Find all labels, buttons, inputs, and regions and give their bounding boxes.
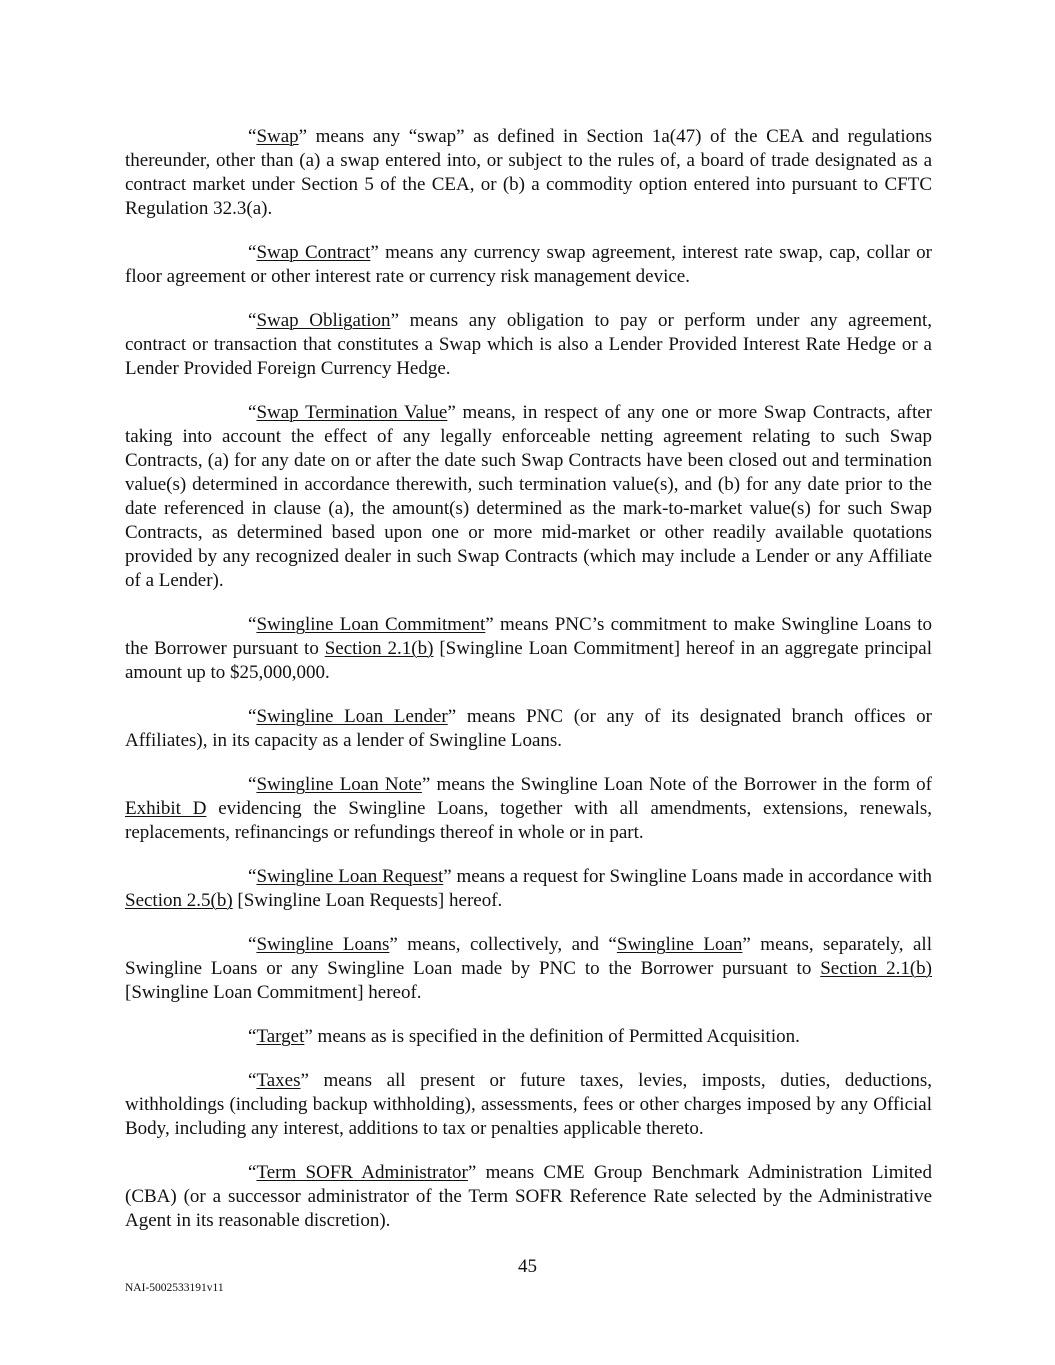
defined-term: Swap Contract xyxy=(256,242,371,263)
paragraph-text: [Swingline Loan Requests] hereof. xyxy=(232,890,503,911)
definition-paragraph xyxy=(125,1025,932,1049)
paragraph-text: ” means all present or future taxes, levies, imposts, duties, deductions, withholdings (including backup withholding), assessments, fees or other charges imposed by any Official Body, including any interest, additions to tax or penalties applicable thereto. xyxy=(125,1070,932,1139)
defined-term: Swap Obligation xyxy=(256,310,391,331)
paragraph-text: “ xyxy=(248,126,257,147)
paragraph-text: ” means any currency swap agreement, interest rate swap, cap, collar or floor agreement or other interest rate or currency risk management device. xyxy=(125,242,932,287)
definition-paragraph xyxy=(125,1161,932,1233)
cross-reference: Section 2.1(b) xyxy=(820,958,932,979)
paragraph-text: “ xyxy=(248,1162,257,1183)
defined-term: Swingline Loan Note xyxy=(256,774,422,795)
defined-term: Swingline Loan Lender xyxy=(256,706,448,727)
paragraph-text: ” means, in respect of any one or more Swap Contracts, after taking into account the effect of any legally enforceable netting agreement relating to such Swap Contracts, (a) for any date on or after the date such Swap Contracts have been closed out and termination value(s) determined in accordance therewith, such termination value(s), and (b) for any date prior to the date referenced in clause (a), the amount(s) determined as the mark-to-market value(s) for such Swap Contracts, as determined based upon one or more mid-market or other readily available quotations provided by any recognized dealer in such Swap Contracts (which may include a Lender or any Affiliate of a Lender). xyxy=(125,402,932,591)
paragraph-text: evidencing the Swingline Loans, together with all amendments, extensions, renewals, replacements, refinancings or refundings thereof in whole or in part. xyxy=(125,798,932,843)
definition-paragraph xyxy=(125,933,932,1005)
paragraph-text: ” means, separately, all Swingline Loans or any Swingline Loan made by PNC to the Borrower pursuant to xyxy=(125,934,932,979)
cross-reference: Section 2.1(b) xyxy=(324,638,434,659)
paragraph-text: “ xyxy=(248,242,257,263)
paragraph-text: “ xyxy=(248,402,257,423)
defined-term: Swingline Loan Request xyxy=(256,866,444,887)
paragraph-text: “ xyxy=(248,614,257,635)
paragraph-text: “ xyxy=(248,866,257,887)
defined-term: Taxes xyxy=(256,1070,301,1091)
paragraph-text: “ xyxy=(248,310,257,331)
definition-paragraph xyxy=(125,865,932,913)
paragraph-text: [Swingline Loan Commitment] hereof. xyxy=(125,982,422,1003)
document-id-footer: NAI-5002533191v11 xyxy=(125,1282,224,1294)
paragraph-text: [Swingline Loan Commitment] hereof in an aggregate principal amount up to $25,000,000. xyxy=(125,638,932,683)
paragraph-text: ” means any “swap” as defined in Section 1a(47) of the CEA and regulations thereunder, other than (a) a swap entered into, or subject to the rules of, a board of trade designated as a contract market under Section 5 of the CEA, or (b) a commodity option entered into pursuant to CFTC Regulation 32.3(a). xyxy=(125,126,932,219)
paragraph-text: ” means as is specified in the definition of Permitted Acquisition. xyxy=(304,1026,800,1047)
definition-paragraph xyxy=(125,705,932,753)
definition-paragraph xyxy=(125,401,932,593)
paragraph-text: “ xyxy=(248,774,257,795)
definition-paragraph xyxy=(125,773,932,845)
defined-term: Target xyxy=(256,1026,305,1047)
defined-term: Swap Termination Value xyxy=(256,402,448,423)
defined-term: Swingline Loans xyxy=(256,934,390,955)
defined-term: Term SOFR Administrator xyxy=(256,1162,468,1183)
paragraph-text: “ xyxy=(248,1026,257,1047)
defined-term: Swap xyxy=(256,126,299,147)
defined-term: Swingline Loan Commitment xyxy=(256,614,486,635)
paragraph-text: ” means PNC’s commitment to make Swingline Loans to the Borrower pursuant to xyxy=(125,614,932,659)
definition-paragraph xyxy=(125,1069,932,1141)
cross-reference: Exhibit D xyxy=(125,798,207,819)
paragraph-text: ” means the Swingline Loan Note of the Borrower in the form of xyxy=(421,774,933,795)
cross-reference: Section 2.5(b) xyxy=(125,890,233,911)
paragraph-text: “ xyxy=(248,706,257,727)
paragraph-text: ” means PNC (or any of its designated branch offices or Affiliates), in its capacity as a lender of Swingline Loans. xyxy=(125,706,933,751)
paragraph-text: ” means, collectively, and “ xyxy=(389,934,617,955)
document-body xyxy=(125,125,932,1253)
paragraph-text: “ xyxy=(248,1070,257,1091)
definition-paragraph xyxy=(125,241,932,289)
definition-paragraph xyxy=(125,125,932,221)
paragraph-text: ” means CME Group Benchmark Administration Limited (CBA) (or a successor administrator of the Term SOFR Reference Rate selected by the Administrative Agent in its reasonable discretion). xyxy=(125,1162,932,1231)
definition-paragraph xyxy=(125,309,932,381)
cross-reference: Swingline Loan xyxy=(616,934,743,955)
paragraph-text: ” means a request for Swingline Loans made in accordance with xyxy=(443,866,932,887)
page-number: 45 xyxy=(518,1256,537,1277)
paragraph-text: ” means any obligation to pay or perform under any agreement, contract or transaction that constitutes a Swap which is also a Lender Provided Interest Rate Hedge or a Lender Provided Foreign Currency Hedge. xyxy=(125,310,933,379)
paragraph-text: “ xyxy=(248,934,257,955)
definition-paragraph xyxy=(125,613,932,685)
